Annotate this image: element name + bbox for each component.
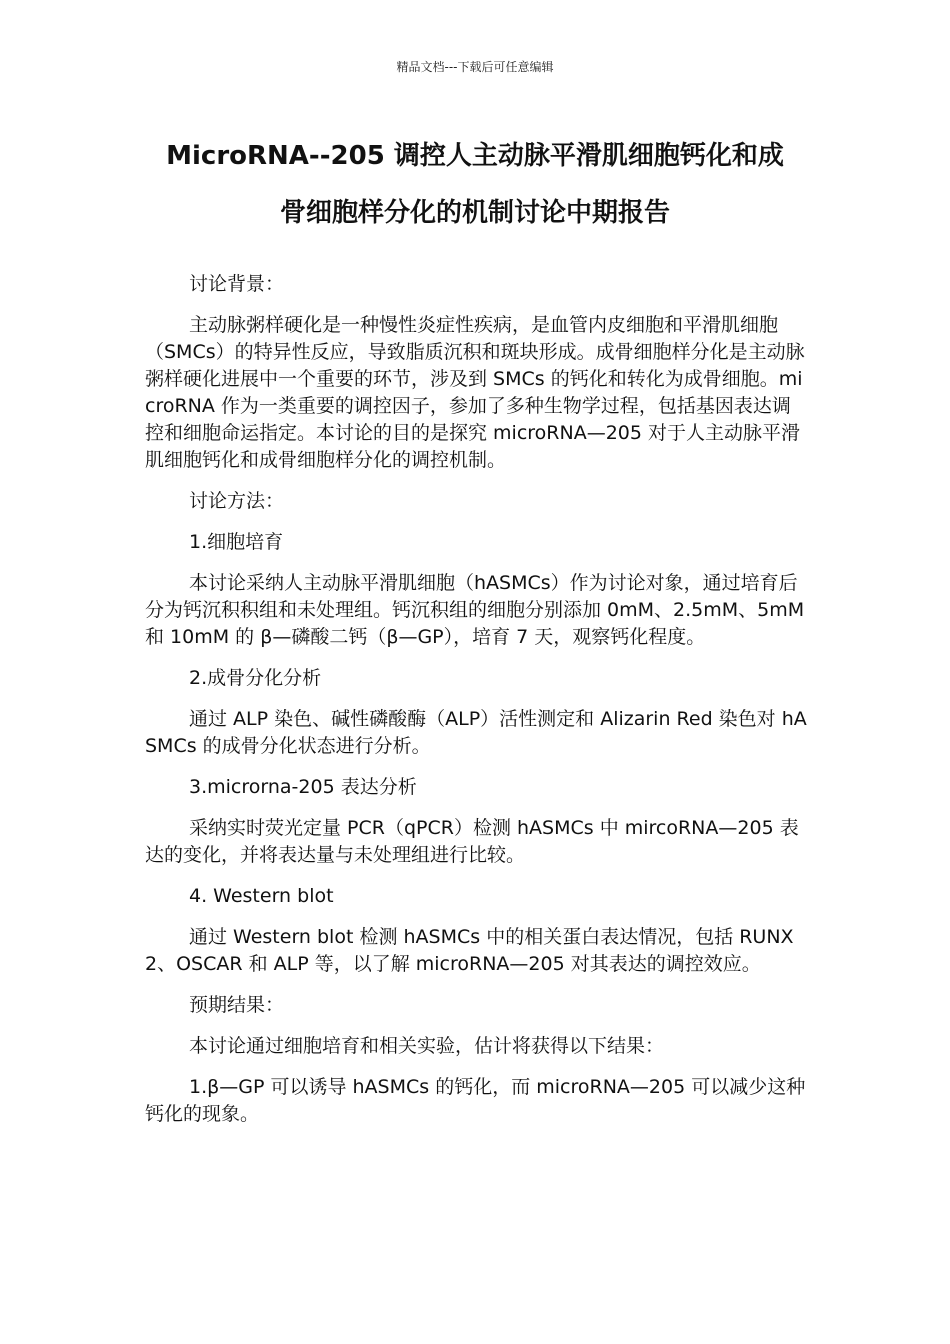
document-title-line-2: 骨细胞样分化的机制讨论中期报告 <box>279 198 670 228</box>
paragraph-expression: 采纳实时荧光定量 PCR（qPCR）检测 hASMCs 中 mircoRNA—205 表达的变化，并将表达量与未处理组进行比较。 <box>145 817 799 866</box>
paragraph-background: 主动脉粥样硬化是一种慢性炎症性疾病，是血管内皮细胞和平滑肌细胞（SMCs）的特异性反应，导致脂质沉积和斑块形成。成骨细胞样分化是主动脉粥样硬化进展中一个重要的环节，涉及到 SMCs 的钙化和转化为成骨细胞。microRNA 作为一类重要的调控因子，参加了多种生物学过程，包括基因表达调控和细胞命运指定。本讨论的目的是探究 microRNA—205 对于人主动脉平滑肌细胞钙化和成骨细胞样分化的调控机制。 <box>145 314 805 471</box>
method-heading-cell-culture: 1.细胞培育 <box>189 531 284 553</box>
paragraph-western-blot: 通过 Western blot 检测 hASMCs 中的相关蛋白表达情况，包括 RUNX2、OSCAR 和 ALP 等，以了解 microRNA—205 对其表达的调控效应。 <box>145 926 794 975</box>
paragraph-cell-culture: 本讨论采纳人主动脉平滑肌细胞（hASMCs）作为讨论对象，通过培育后分为钙沉积积组和未处理组。钙沉积组的细胞分别添加 0mM、2.5mM、5mM 和 10mM 的 β—磷酸二钙（β—GP），培育 7 天，观察钙化程度。 <box>145 572 805 648</box>
method-heading-osteogenic: 2.成骨分化分析 <box>189 667 322 689</box>
section-heading-expected-results: 预期结果： <box>189 994 285 1016</box>
document-body <box>145 271 807 1142</box>
paragraph-expected-result-1: 1.β—GP 可以诱导 hASMCs 的钙化，而 microRNA—205 可以减少这种钙化的现象。 <box>145 1076 806 1125</box>
paragraph-expected-intro: 本讨论通过细胞培育和相关实验，估计将获得以下结果： <box>189 1035 665 1057</box>
method-heading-expression: 3.microrna-205 表达分析 <box>189 776 417 798</box>
method-heading-western-blot: 4. Western blot <box>189 885 334 907</box>
page-header: 精品文档---下载后可任意编辑 <box>396 60 554 74</box>
section-heading-methods: 讨论方法： <box>189 490 285 512</box>
paragraph-osteogenic: 通过 ALP 染色、碱性磷酸酶（ALP）活性测定和 Alizarin Red 染色对 hASMCs 的成骨分化状态进行分析。 <box>145 708 807 757</box>
section-heading-background: 讨论背景： <box>189 273 285 295</box>
document-title-line-1: MicroRNA--205 调控人主动脉平滑肌细胞钙化和成 <box>166 141 784 171</box>
